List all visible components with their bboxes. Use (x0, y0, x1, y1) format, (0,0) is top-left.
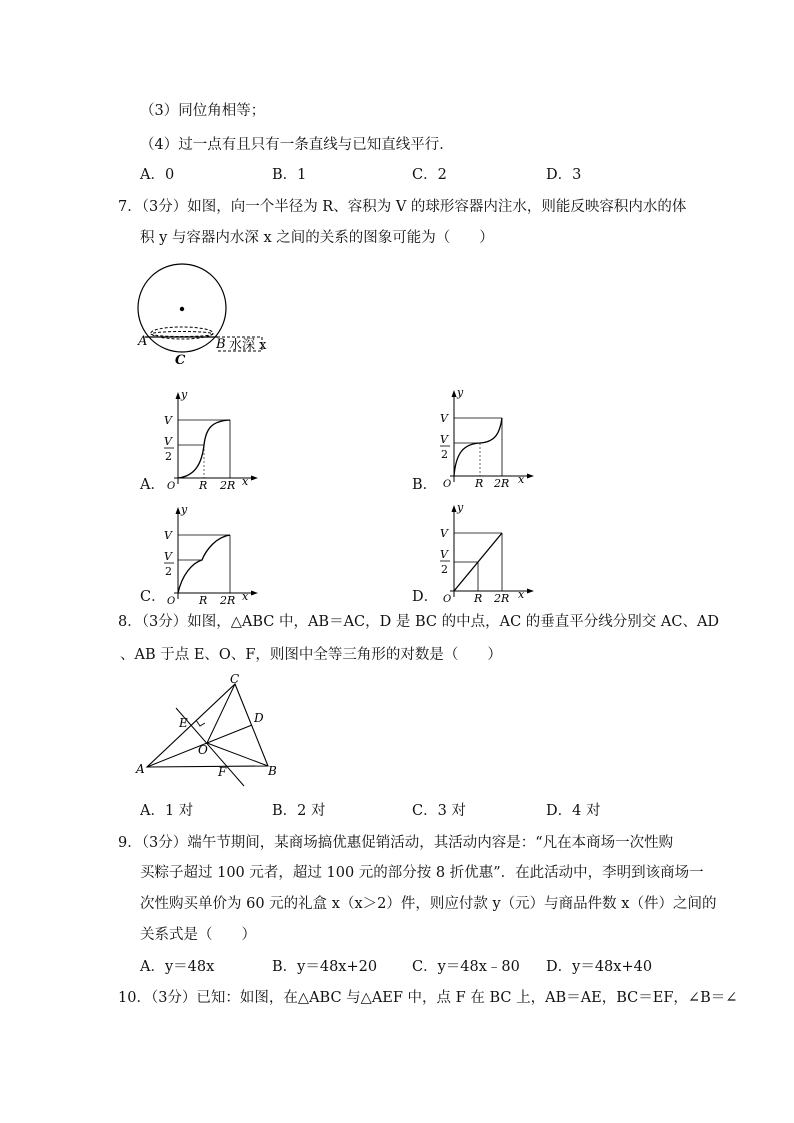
graph-y-label: y (457, 388, 464, 399)
q9-stem-line-2: 买粽子超过 100 元者，超过 100 元的部分按 8 折优惠”．在此活动中，李明到该商场一 (140, 865, 704, 881)
graph-y-label: y (181, 390, 188, 401)
q8-point-a: A (136, 762, 145, 776)
graph-half-v-num: V (164, 550, 172, 563)
q8-stem-line-1: 8．（3分）如图，△ABC 中，AB＝AC，D 是 BC 的中点，AC 的垂直平分线分别交 AC、AD (118, 614, 720, 630)
graph-x-label: x (518, 473, 525, 486)
q7-option-d: D． (412, 589, 439, 605)
q7-water-depth-label: 水深 x (229, 338, 267, 353)
q8-option-b: B．2 对 (272, 803, 326, 819)
graph-v-label: V (440, 412, 448, 425)
q7-sphere-figure (130, 262, 280, 372)
graph-r-label: R (475, 477, 484, 488)
graph-half-v-den: 2 (441, 448, 448, 461)
graph-r-label: R (199, 479, 208, 490)
q7-stem-line-2: 积 y 与容器内水深 x 之间的关系的图象可能为（ ） (140, 230, 494, 246)
q9-option-b: B．y＝48x+20 (272, 959, 378, 975)
q8-point-o: O (198, 743, 208, 757)
q6-option-d: D．3 (546, 167, 582, 183)
graph-v-label: V (164, 414, 172, 427)
q7-option-b: B． (412, 477, 438, 493)
graph-y-label: y (181, 505, 188, 516)
graph-2r-label: 2R (494, 477, 510, 488)
q6-option-b: B．1 (272, 167, 307, 183)
graph-2r-label: 2R (220, 479, 236, 490)
q8-option-d: D．4 对 (546, 803, 601, 819)
graph-half-v-num: V (164, 435, 172, 448)
graph-half-v-den: 2 (165, 450, 172, 463)
q8-triangle-figure (132, 672, 282, 790)
q8-point-b: B (268, 764, 277, 778)
q6-option-a: A．0 (140, 167, 175, 183)
graph-x-label: x (242, 475, 249, 488)
graph-v-label: V (164, 529, 172, 542)
q9-stem-line-1: 9．（3分）端午节期间，某商场搞优惠促销活动，其活动内容是：“凡在本商场一次性购 (118, 835, 674, 851)
graph-origin-label: O (443, 479, 452, 488)
graph-r-label: R (199, 594, 208, 605)
graph-2r-label: 2R (494, 592, 510, 603)
graph-v-label: V (440, 527, 448, 540)
q9-stem-line-4: 关系式是（ ） (140, 927, 256, 943)
q7-option-c: C． (140, 589, 166, 605)
q6-option-c: C．2 (412, 167, 447, 183)
q10-stem-line-1: 10．（3分）已知：如图，在△ABC 与△AEF 中，点 F 在 BC 上，AB＝AE，BC＝EF，∠B＝∠ (118, 990, 738, 1006)
graph-origin-label: O (167, 481, 176, 490)
graph-r-label: R (474, 592, 483, 603)
q8-point-f: F (218, 765, 227, 779)
graph-y-label: y (457, 503, 464, 514)
graph-x-label: x (242, 590, 249, 603)
graph-x-label: x (518, 588, 525, 601)
q9-stem-line-3: 次性购买单价为 60 元的礼盒 x（x＞2）件，则应付款 y（元）与商品件数 x（件）之间的 (140, 896, 717, 912)
q8-option-a: A．1 对 (140, 803, 194, 819)
q8-point-c: C (230, 672, 240, 686)
q7-point-a: A (138, 334, 148, 349)
q8-option-c: C．3 对 (412, 803, 466, 819)
q6-statement-3: （3）同位角相等； (140, 103, 266, 119)
graph-origin-label: O (167, 596, 176, 605)
graph-half-v-den: 2 (165, 565, 172, 578)
q7-graph-a (162, 390, 262, 490)
q9-option-d: D．y＝48x+40 (546, 959, 653, 975)
q8-point-e: E (179, 716, 188, 730)
graph-half-v-num: V (440, 548, 448, 561)
q7-graph-d (438, 503, 538, 603)
q9-option-c: C．y＝48x﹣80 (412, 959, 520, 975)
q7-stem-line-1: 7．（3分）如图，向一个半径为 R、容积为 V 的球形容器内注水，则能反映容积内水的体 (118, 199, 687, 215)
graph-origin-label: O (443, 594, 452, 603)
q7-graph-b (438, 388, 538, 488)
q7-graph-c (162, 505, 262, 605)
q8-point-d: D (254, 711, 264, 725)
graph-2r-label: 2R (220, 594, 236, 605)
q9-option-a: A．y＝48x (140, 959, 215, 975)
q7-point-b: B (216, 337, 226, 352)
graph-half-v-den: 2 (441, 563, 448, 576)
q8-stem-line-2: 、AB 于点 E、O、F，则图中全等三角形的对数是（ ） (120, 647, 502, 663)
q7-point-c: C (175, 353, 186, 368)
q6-statement-4: （4）过一点有且只有一条直线与已知直线平行． (140, 137, 454, 153)
graph-half-v-num: V (440, 433, 448, 446)
q7-option-a: A． (140, 477, 165, 493)
